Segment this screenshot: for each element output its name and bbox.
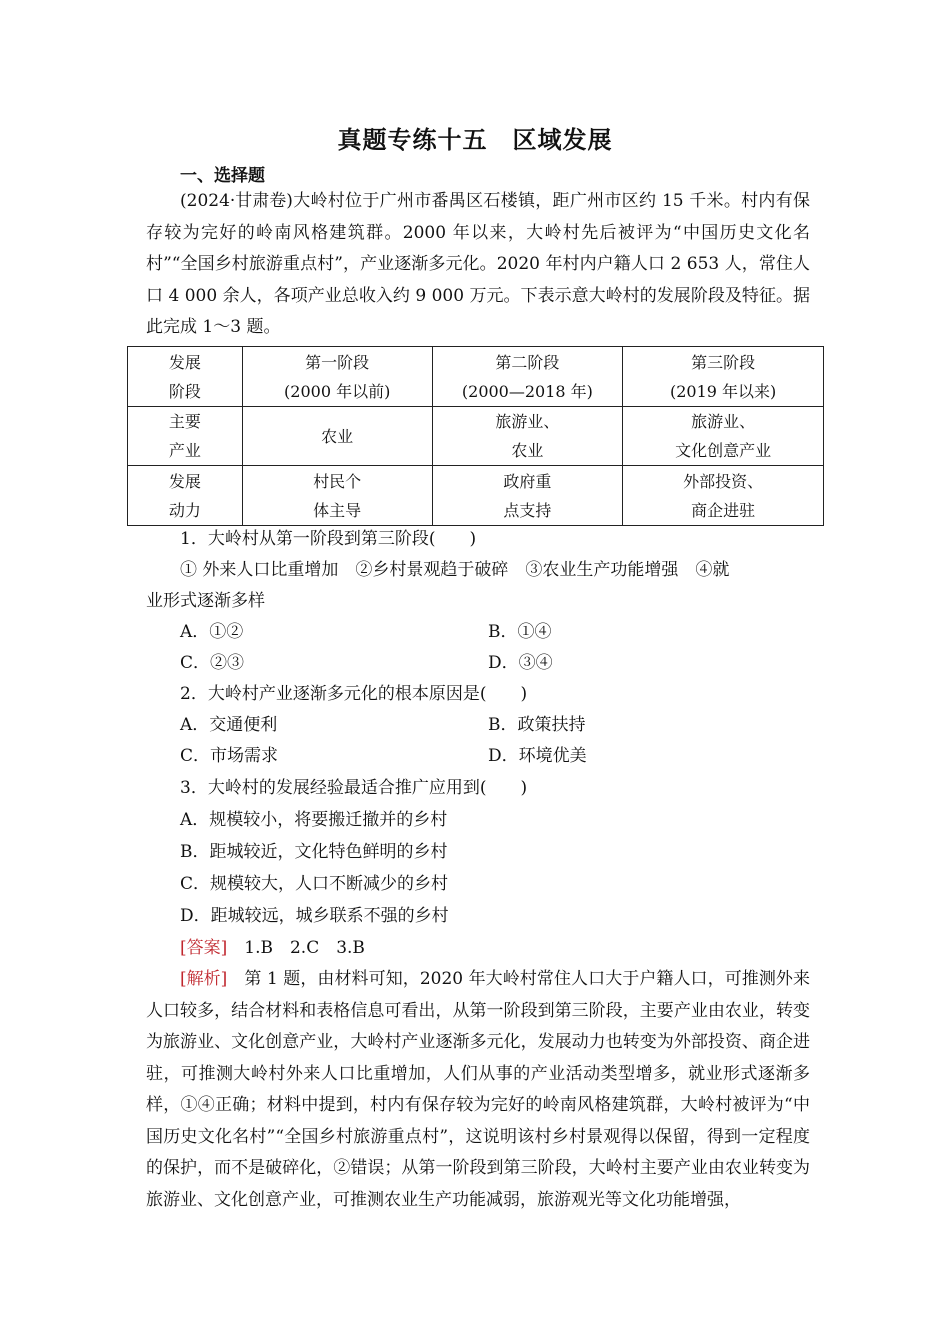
option-3a: A．规模较小，将要搬迁撤并的乡村: [180, 810, 448, 830]
table-row: [128, 407, 824, 466]
table-cell: 旅游业、 文化创意产业: [623, 407, 824, 466]
option-1b: B．①④: [488, 622, 552, 642]
answer-label: [答案]: [180, 938, 228, 958]
table-cell: 第一阶段 (2000 年以前): [242, 347, 432, 407]
table-cell: 发展 动力: [128, 466, 243, 526]
option-1a: A．①②: [180, 622, 244, 642]
analysis-label: [解析]: [180, 969, 228, 989]
table-cell: 旅游业、 农业: [432, 407, 623, 466]
table-row: [128, 466, 824, 526]
option-2d: D．环境优美: [488, 746, 587, 766]
intro-paragraph: [146, 186, 810, 344]
question-1-stem: 1．大岭村从第一阶段到第三阶段( ): [180, 529, 477, 549]
question-2-stem: 2．大岭村产业逐渐多元化的根本原因是( ): [180, 684, 528, 704]
question-1-statements: ① 外来人口比重增加 ②乡村景观趋于破碎 ③农业生产功能增强 ④就: [180, 560, 730, 580]
table-cell: 村民个 体主导: [242, 466, 432, 526]
section-heading: 一、选择题: [180, 166, 265, 186]
answer-text: 1.B 2.C 3.B: [244, 938, 365, 958]
table-cell: 主要 产业: [128, 407, 243, 466]
answer-line: [180, 933, 365, 964]
page-title: 真题专练十五 区域发展: [337, 125, 613, 154]
option-2a: A．交通便利: [180, 715, 278, 735]
table-cell: 政府重 点支持: [432, 466, 623, 526]
option-2b: B．政策扶持: [488, 715, 586, 735]
question-3-stem: 3．大岭村的发展经验最适合推广应用到( ): [180, 778, 528, 798]
analysis-paragraph: [146, 964, 810, 1216]
option-3b: B．距城较近，文化特色鲜明的乡村: [180, 842, 448, 862]
option-1c: C．②③: [180, 653, 245, 673]
table-cell: 第二阶段 (2000—2018 年): [432, 347, 623, 407]
table-cell: 发展 阶段: [128, 347, 243, 407]
option-3d: D．距城较远，城乡联系不强的乡村: [180, 906, 449, 926]
question-1-statements-cont: 业形式逐渐多样: [146, 591, 265, 611]
table-cell: 第三阶段 (2019 年以来): [623, 347, 824, 407]
source-tag: (2024·甘肃卷): [180, 191, 293, 211]
stage-table: [127, 346, 824, 526]
table-cell: 农业: [242, 407, 432, 466]
option-2c: C．市场需求: [180, 746, 279, 766]
table-cell: 外部投资、 商企进驻: [623, 466, 824, 526]
analysis-text: 第 1 题，由材料可知，2020 年大岭村常住人口大于户籍人口，可推测外来人口较多，结合材料和表格信息可看出，从第一阶段到第三阶段，主要产业由农业，转变为旅游业、文化创意产业，大岭村产业逐渐多元化，发展动力也转变为外部投资、商企进驻，可推测大岭村外来人口比重增加，人们从事的产业活动类型增多，就业形式逐渐多样，①④正确；材料中提到，村内有保存较为完好的岭南风格建筑群，大岭村被评为“中国历史文化名村”“全国乡村旅游重点村”，这说明该村乡村景观得以保留，得到一定程度的保护，而不是破碎化，②错误；从第一阶段到第三阶段，大岭村主要产业由农业转变为旅游业、文化创意产业，可推测农业生产功能减弱，旅游观光等文化功能增强，: [146, 969, 811, 1210]
option-3c: C．规模较大，人口不断减少的乡村: [180, 874, 449, 894]
intro-text: 大岭村位于广州市番禺区石楼镇，距广州市区约 15 千米。村内有保存较为完好的岭南风格建筑群。2000 年以来，大岭村先后被评为“中国历史文化名村”“全国乡村旅游重点村”，产业逐渐多元化。2020 年村内户籍人口 2 653 人，常住人口 4 000 余人，各项产业总收入约 9 000 万元。下表示意大岭村的发展阶段及特征。据此完成 1～3 题。: [146, 191, 810, 337]
option-1d: D．③④: [488, 653, 553, 673]
table-row: [128, 347, 824, 407]
